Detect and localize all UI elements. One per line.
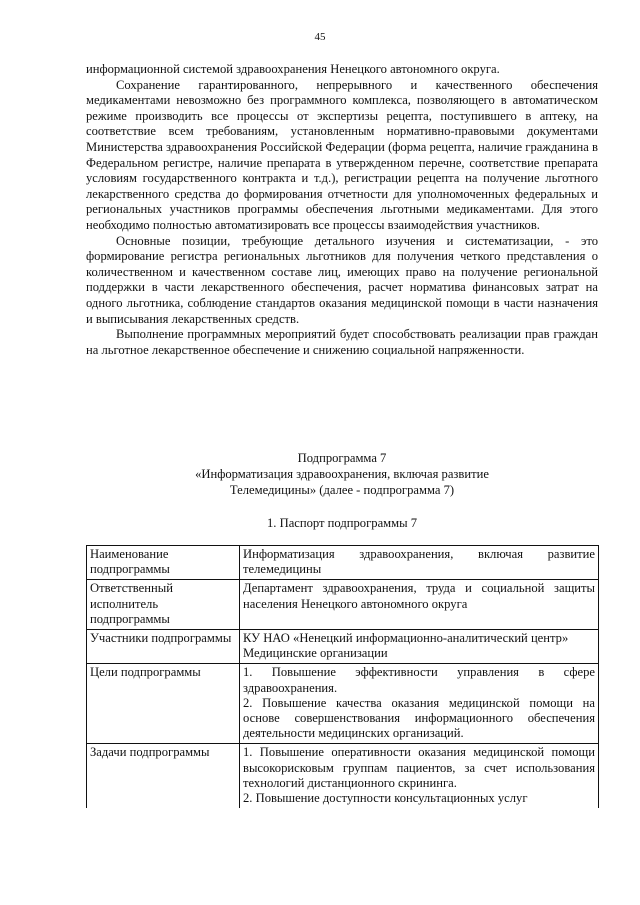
- paragraph: Выполнение программных мероприятий будет способствовать реализации прав граждан на льготное лекарственное обеспечение и снижению социальной напряженности.: [86, 327, 598, 357]
- row-value: [240, 664, 599, 744]
- row-value-text: Информатизация здравоохранения, включая развитие телемедицины: [243, 547, 595, 577]
- table-row: [87, 744, 599, 808]
- row-value: [240, 580, 599, 630]
- row-value: [240, 744, 599, 808]
- row-label: Наименование подпрограммы: [87, 546, 240, 580]
- body-text: [86, 62, 598, 358]
- row-value-text: Департамент здравоохранения, труда и социальной защиты населения Ненецкого автономного округа: [243, 581, 595, 611]
- row-label: Цели подпрограммы: [87, 664, 240, 744]
- row-value: [240, 630, 599, 664]
- row-value-text: 1. Повышение оперативности оказания медицинской помощи высокорисковым группам пациентов, за счет использования технологий дистанционного скрининга.: [243, 745, 595, 790]
- subprogram-heading-line-2: «Информатизация здравоохранения, включая развитие: [195, 467, 489, 481]
- subprogram-heading-line-3: Телемедицины» (далее - подпрограмма 7): [229, 483, 455, 497]
- page-number: 45: [314, 31, 326, 43]
- row-value-text: 2. Повышение доступности консультационных услуг: [243, 791, 528, 806]
- row-label: Задачи подпрограммы: [87, 744, 240, 808]
- passport-title: 1. Паспорт подпрограммы 7: [267, 516, 417, 530]
- row-value-text: 1. Повышение эффективности управления в сфере здравоохранения.: [243, 665, 595, 695]
- table-row: [87, 546, 599, 580]
- row-label: Участники подпрограммы: [87, 630, 240, 664]
- paragraph: Сохранение гарантированного, непрерывного и качественного обеспечения медикаментами невозможно без программного комплекса, позволяющего в автоматическом режиме производить все процессы от экспертизы рецепта, поступившего в аптеку, на соответствие всем требованиям, установленным нормативно-правовыми документами Министерства здравоохранения Российской Федерации (форма рецепта, наличие гражданина в Федеральном регистре, наличие препарата в утвержденном перечне, соответствие препарата условиям государственного контракта и т.д.), регистрации рецепта на получение льготного лекарственного средства до формирования отчетности для уполномоченных федеральных и региональных участников программы обеспечения льготными медикаментами. Для этого необходимо полностью автоматизировать все процессы взаимодействия участников.: [86, 77, 598, 232]
- row-value-text: КУ НАО «Ненецкий информационно-аналитический центр»: [243, 631, 569, 646]
- row-value-text: Медицинские организации: [243, 646, 388, 661]
- table-row: [87, 664, 599, 744]
- passport-table: [86, 545, 599, 808]
- row-value: [240, 546, 599, 580]
- row-value-text: 2. Повышение качества оказания медицинской помощи на основе совершенствования информационного обеспечения деятельности медицинских организаций.: [243, 695, 595, 741]
- paragraph: Основные позиции, требующие детального изучения и систематизации, - это формирование регистра региональных льготников для получения четкого представления о количественном и качественном составе лиц, имеющих право на получение региональной поддержки в части лекарственного обеспечения, расчет норматива финансовых затрат на одного льготника, соблюдение стандартов оказания медицинской помощи в части назначения и выписывания лекарственных средств.: [86, 233, 598, 326]
- table-row: [87, 630, 599, 664]
- table-row: [87, 580, 599, 630]
- paragraph-continuation: информационной системой здравоохранения Ненецкого автономного округа.: [86, 62, 500, 76]
- row-label: Ответственный исполнитель подпрограммы: [87, 580, 240, 630]
- subprogram-heading-line-1: Подпрограмма 7: [297, 451, 387, 465]
